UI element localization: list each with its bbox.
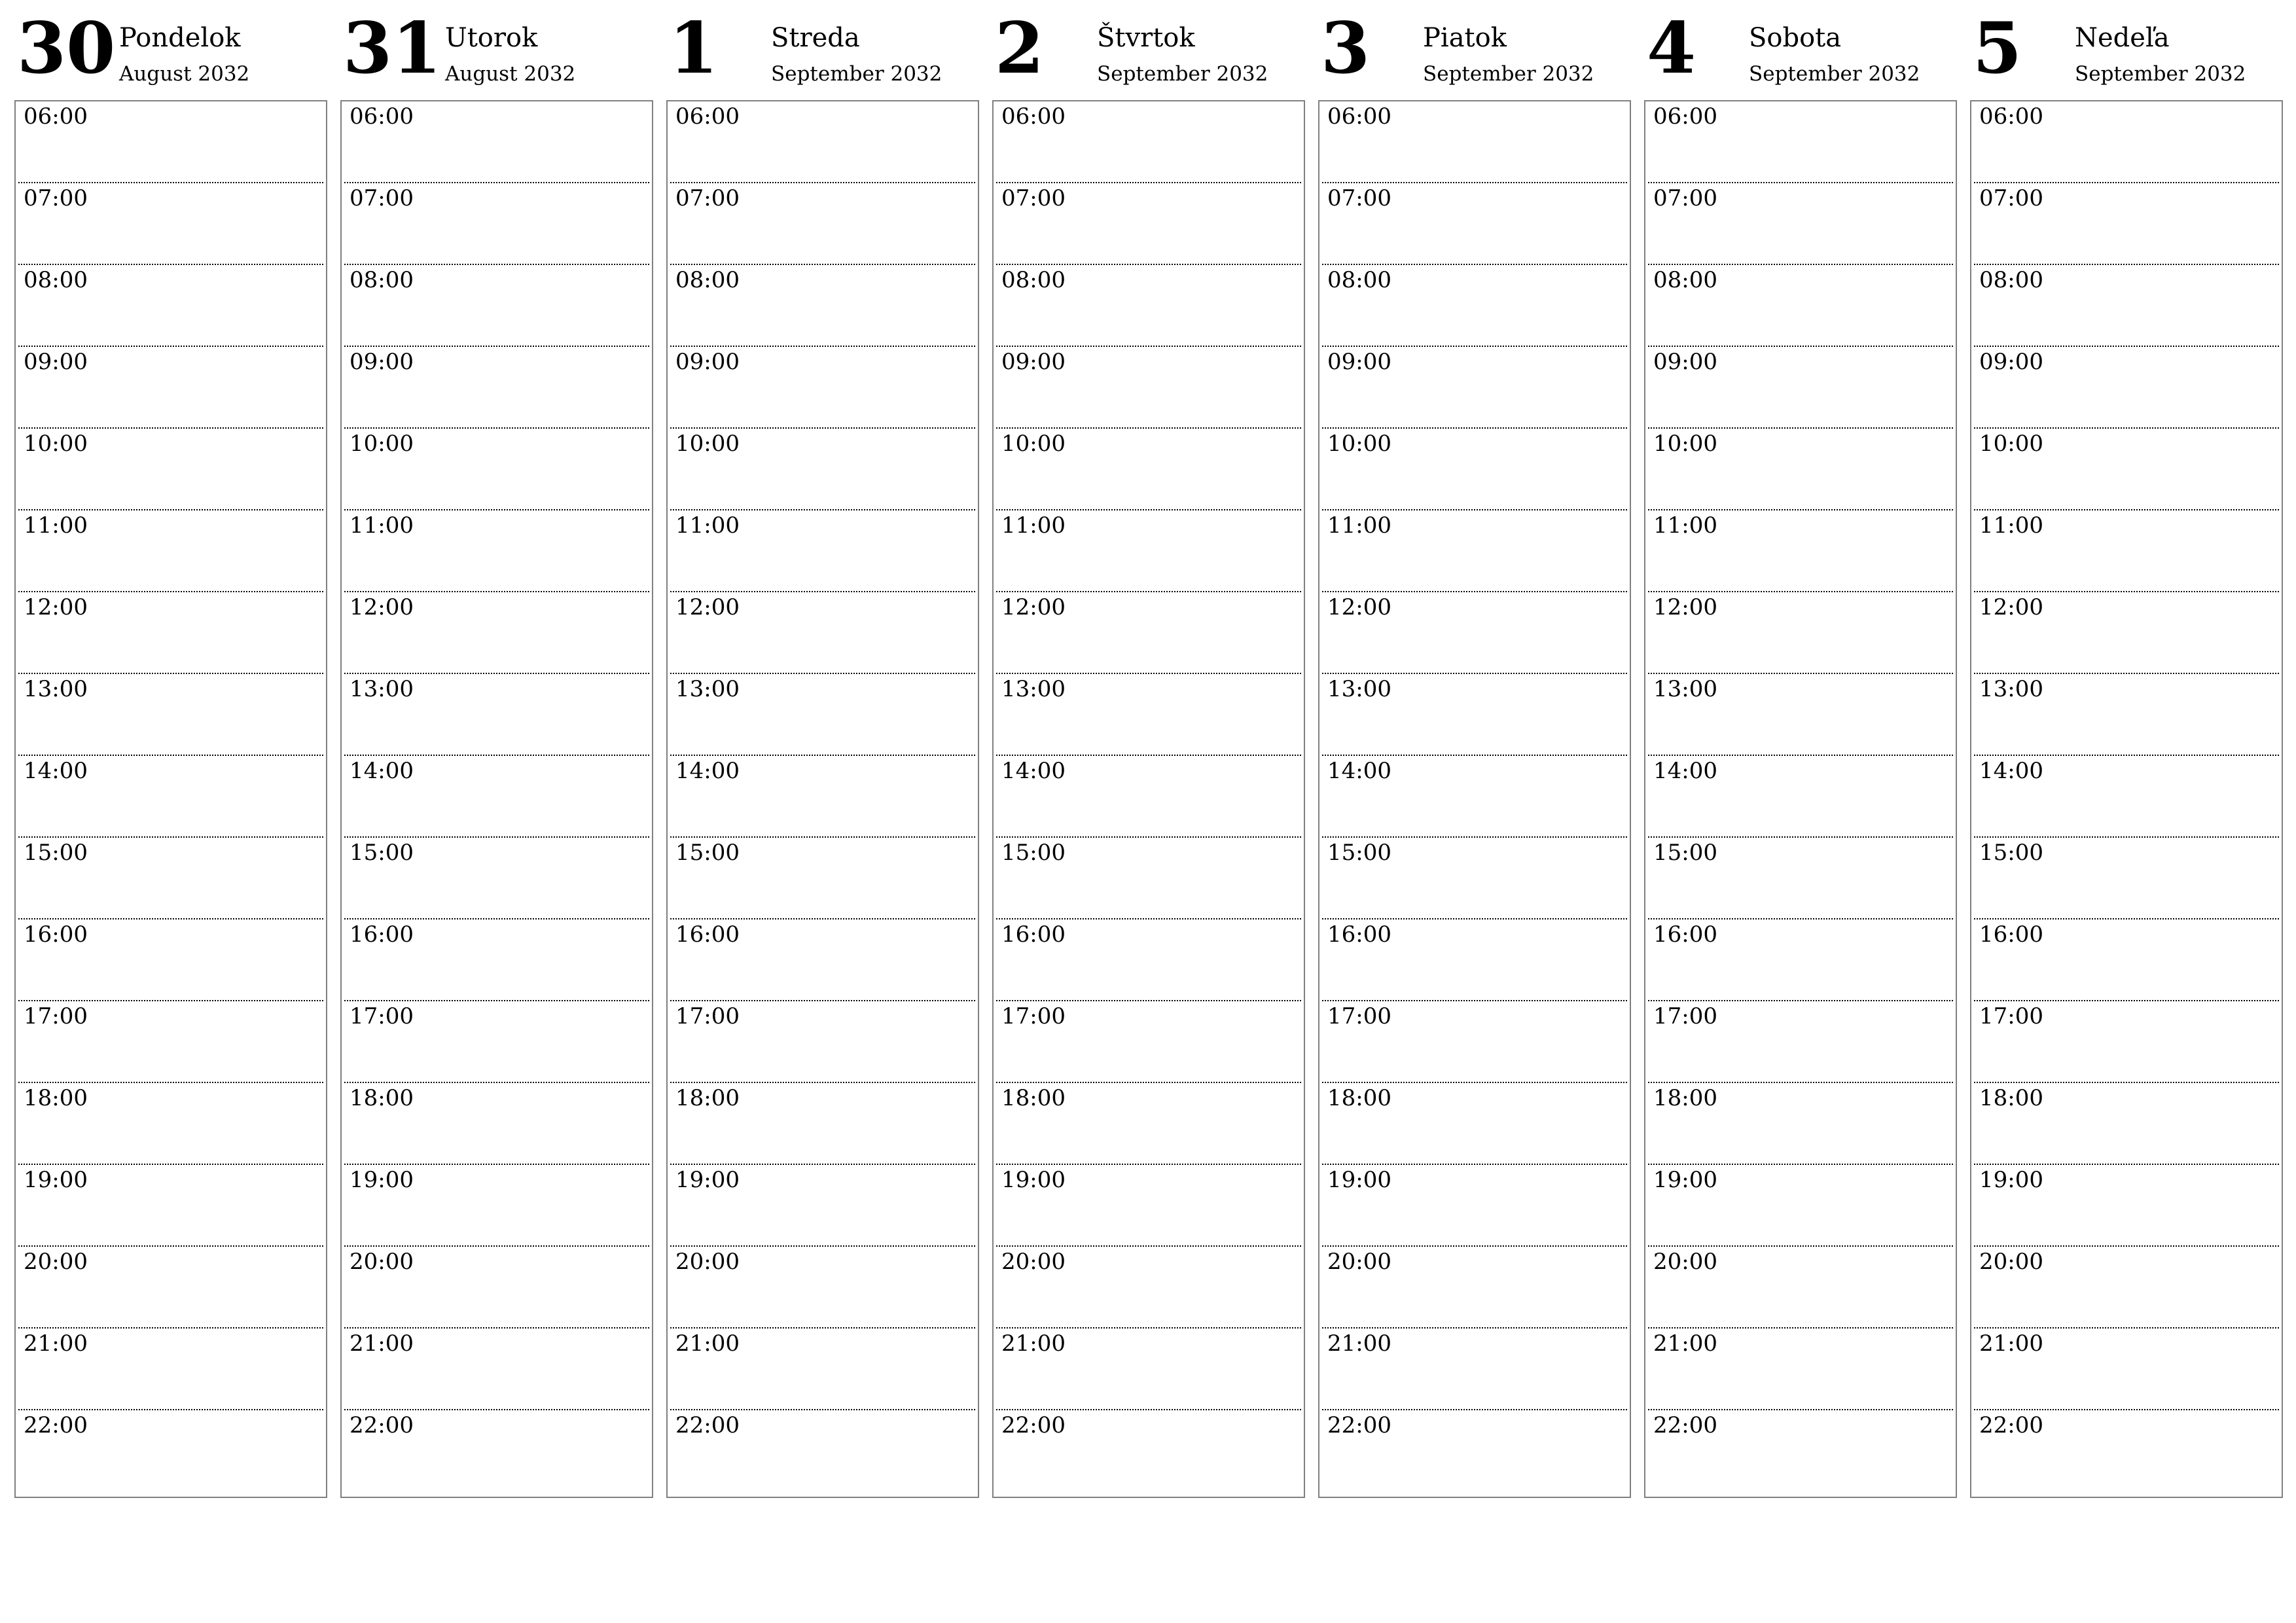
time-slot[interactable] <box>1322 1247 1627 1329</box>
time-slot[interactable] <box>996 674 1301 756</box>
time-label: 15:00 <box>675 840 740 866</box>
time-slot[interactable] <box>18 919 323 1001</box>
time-slot[interactable] <box>1322 265 1627 347</box>
time-slot[interactable] <box>1974 265 2279 347</box>
time-slot[interactable] <box>670 1083 975 1165</box>
time-label: 16:00 <box>24 921 88 948</box>
time-slot[interactable] <box>1974 674 2279 756</box>
time-label: 18:00 <box>675 1085 740 1111</box>
day-header <box>1318 0 1631 100</box>
time-label: 06:00 <box>1001 103 1066 130</box>
time-slot[interactable] <box>1322 101 1627 183</box>
time-slot[interactable] <box>670 510 975 592</box>
time-label: 08:00 <box>1327 267 1391 293</box>
time-label: 12:00 <box>1001 594 1066 620</box>
day-column <box>666 0 979 1438</box>
time-slot[interactable] <box>996 1165 1301 1247</box>
time-slot[interactable] <box>1322 838 1627 919</box>
time-label: 22:00 <box>1327 1412 1391 1438</box>
time-label: 13:00 <box>350 676 414 702</box>
time-slot[interactable] <box>1974 1001 2279 1083</box>
time-label: 07:00 <box>675 185 740 211</box>
time-label: 16:00 <box>350 921 414 948</box>
month-year: September 2032 <box>1097 62 1268 86</box>
time-slot[interactable] <box>1974 1083 2279 1165</box>
time-label: 22:00 <box>1653 1412 1717 1438</box>
day-header <box>1970 0 2283 100</box>
time-label: 12:00 <box>1327 594 1391 620</box>
time-label: 09:00 <box>1979 349 2043 375</box>
time-label: 08:00 <box>24 267 88 293</box>
time-label: 19:00 <box>1979 1167 2043 1193</box>
time-slot[interactable] <box>344 1165 649 1247</box>
time-slot[interactable] <box>670 1165 975 1247</box>
time-slot[interactable] <box>670 674 975 756</box>
weekday-name: Nedeľa <box>2075 23 2170 53</box>
time-slot[interactable] <box>996 183 1301 265</box>
time-label: 14:00 <box>675 758 740 784</box>
time-slot[interactable] <box>1974 592 2279 674</box>
time-slot[interactable] <box>670 347 975 429</box>
time-label: 06:00 <box>1979 103 2043 130</box>
time-label: 09:00 <box>1653 349 1717 375</box>
time-slot[interactable] <box>670 1410 975 1492</box>
day-column <box>1318 0 1631 1438</box>
time-label: 13:00 <box>1327 676 1391 702</box>
time-slot[interactable] <box>1974 347 2279 429</box>
time-slot[interactable] <box>1648 919 1953 1001</box>
month-year: August 2032 <box>445 62 576 86</box>
time-slot[interactable] <box>1974 183 2279 265</box>
time-slot[interactable] <box>670 919 975 1001</box>
time-label: 19:00 <box>350 1167 414 1193</box>
time-slot[interactable] <box>18 265 323 347</box>
day-column <box>992 0 1305 1438</box>
time-label: 11:00 <box>675 512 740 539</box>
time-label: 16:00 <box>1327 921 1391 948</box>
time-slot[interactable] <box>670 183 975 265</box>
time-slot[interactable] <box>344 265 649 347</box>
time-slot[interactable] <box>670 1247 975 1329</box>
time-label: 08:00 <box>1001 267 1066 293</box>
time-slot[interactable] <box>1648 674 1953 756</box>
time-label: 22:00 <box>1979 1412 2043 1438</box>
time-label: 20:00 <box>24 1249 88 1275</box>
time-label: 20:00 <box>1327 1249 1391 1275</box>
day-header <box>14 0 327 100</box>
time-slot[interactable] <box>18 1329 323 1410</box>
weekday-name: Streda <box>771 23 860 53</box>
day-schedule-box <box>14 100 327 1498</box>
time-slot[interactable] <box>1974 510 2279 592</box>
time-label: 18:00 <box>1979 1085 2043 1111</box>
time-label: 20:00 <box>1653 1249 1717 1275</box>
weekday-name: Pondelok <box>119 23 241 53</box>
time-label: 21:00 <box>675 1330 740 1357</box>
time-slot[interactable] <box>18 429 323 510</box>
time-slot[interactable] <box>344 592 649 674</box>
time-slot[interactable] <box>344 1410 649 1492</box>
time-slot[interactable] <box>18 183 323 265</box>
month-year: September 2032 <box>771 62 942 86</box>
time-slot[interactable] <box>18 101 323 183</box>
time-label: 18:00 <box>1327 1085 1391 1111</box>
time-slot[interactable] <box>1974 919 2279 1001</box>
time-label: 09:00 <box>1327 349 1391 375</box>
time-label: 10:00 <box>1653 431 1717 457</box>
time-slot[interactable] <box>1974 756 2279 838</box>
time-slot[interactable] <box>1648 510 1953 592</box>
time-label: 11:00 <box>1001 512 1066 539</box>
time-label: 12:00 <box>1979 594 2043 620</box>
time-slot[interactable] <box>1648 592 1953 674</box>
time-slot[interactable] <box>344 510 649 592</box>
time-slot[interactable] <box>996 1001 1301 1083</box>
time-label: 17:00 <box>1327 1003 1391 1029</box>
time-label: 18:00 <box>1001 1085 1066 1111</box>
month-year: August 2032 <box>119 62 250 86</box>
time-slot[interactable] <box>670 1329 975 1410</box>
time-slot[interactable] <box>18 510 323 592</box>
time-slot[interactable] <box>1974 1410 2279 1492</box>
time-label: 13:00 <box>675 676 740 702</box>
time-slot[interactable] <box>18 1001 323 1083</box>
time-slot[interactable] <box>996 838 1301 919</box>
day-column <box>340 0 653 1438</box>
day-column <box>14 0 327 1438</box>
time-slot[interactable] <box>344 1329 649 1410</box>
time-label: 09:00 <box>350 349 414 375</box>
time-slot[interactable] <box>996 1410 1301 1492</box>
time-label: 17:00 <box>350 1003 414 1029</box>
time-label: 07:00 <box>1979 185 2043 211</box>
day-schedule-box <box>992 100 1305 1498</box>
time-slot[interactable] <box>344 1001 649 1083</box>
time-label: 20:00 <box>350 1249 414 1275</box>
time-label: 10:00 <box>1327 431 1391 457</box>
time-slot[interactable] <box>1974 101 2279 183</box>
day-number: 2 <box>995 7 1045 90</box>
time-label: 21:00 <box>350 1330 414 1357</box>
time-slot[interactable] <box>1322 429 1627 510</box>
time-slot[interactable] <box>18 674 323 756</box>
time-slot[interactable] <box>344 347 649 429</box>
time-label: 09:00 <box>24 349 88 375</box>
time-label: 07:00 <box>1653 185 1717 211</box>
time-slot[interactable] <box>996 265 1301 347</box>
time-slot[interactable] <box>1648 756 1953 838</box>
weekday-name: Utorok <box>445 23 538 53</box>
time-slot[interactable] <box>344 838 649 919</box>
time-slot[interactable] <box>670 101 975 183</box>
time-label: 15:00 <box>350 840 414 866</box>
time-label: 17:00 <box>675 1003 740 1029</box>
day-number: 5 <box>1973 7 2022 90</box>
day-number: 4 <box>1647 7 1696 90</box>
time-label: 12:00 <box>24 594 88 620</box>
day-number: 31 <box>343 7 442 90</box>
day-number: 1 <box>669 7 719 90</box>
time-slot[interactable] <box>344 1083 649 1165</box>
time-label: 21:00 <box>1001 1330 1066 1357</box>
time-slot[interactable] <box>18 1083 323 1165</box>
time-label: 15:00 <box>24 840 88 866</box>
time-label: 12:00 <box>350 594 414 620</box>
time-label: 06:00 <box>675 103 740 130</box>
time-slot[interactable] <box>1648 1410 1953 1492</box>
time-label: 08:00 <box>1979 267 2043 293</box>
time-label: 10:00 <box>1979 431 2043 457</box>
day-schedule-box <box>1644 100 1957 1498</box>
time-label: 07:00 <box>24 185 88 211</box>
time-slot[interactable] <box>1322 1329 1627 1410</box>
day-header <box>340 0 653 100</box>
time-label: 11:00 <box>1653 512 1717 539</box>
time-label: 19:00 <box>24 1167 88 1193</box>
time-label: 17:00 <box>24 1003 88 1029</box>
time-slot[interactable] <box>996 1247 1301 1329</box>
time-slot[interactable] <box>1648 429 1953 510</box>
time-label: 10:00 <box>24 431 88 457</box>
time-label: 07:00 <box>1001 185 1066 211</box>
day-column <box>1644 0 1957 1438</box>
time-slot[interactable] <box>1974 1165 2279 1247</box>
time-slot[interactable] <box>1322 347 1627 429</box>
time-slot[interactable] <box>344 919 649 1001</box>
time-label: 19:00 <box>675 1167 740 1193</box>
time-label: 13:00 <box>1001 676 1066 702</box>
time-label: 13:00 <box>24 676 88 702</box>
time-label: 21:00 <box>1327 1330 1391 1357</box>
month-year: September 2032 <box>2075 62 2246 86</box>
time-label: 22:00 <box>24 1412 88 1438</box>
time-label: 11:00 <box>24 512 88 539</box>
time-label: 18:00 <box>24 1085 88 1111</box>
time-slot[interactable] <box>1974 1247 2279 1329</box>
time-label: 22:00 <box>1001 1412 1066 1438</box>
time-slot[interactable] <box>344 183 649 265</box>
time-slot[interactable] <box>18 592 323 674</box>
time-label: 22:00 <box>350 1412 414 1438</box>
time-slot[interactable] <box>1322 510 1627 592</box>
time-label: 13:00 <box>1653 676 1717 702</box>
time-slot[interactable] <box>344 1247 649 1329</box>
time-slot[interactable] <box>670 429 975 510</box>
time-slot[interactable] <box>18 756 323 838</box>
day-number: 3 <box>1321 7 1371 90</box>
time-label: 18:00 <box>350 1085 414 1111</box>
time-label: 16:00 <box>1653 921 1717 948</box>
time-label: 14:00 <box>1979 758 2043 784</box>
time-slot[interactable] <box>670 1001 975 1083</box>
time-label: 14:00 <box>1327 758 1391 784</box>
time-label: 14:00 <box>1653 758 1717 784</box>
time-label: 19:00 <box>1327 1167 1391 1193</box>
time-label: 19:00 <box>1653 1167 1717 1193</box>
time-label: 06:00 <box>1653 103 1717 130</box>
day-header <box>1644 0 1957 100</box>
time-label: 11:00 <box>1327 512 1391 539</box>
time-slot[interactable] <box>1322 1410 1627 1492</box>
month-year: September 2032 <box>1423 62 1594 86</box>
time-label: 07:00 <box>1327 185 1391 211</box>
time-label: 09:00 <box>1001 349 1066 375</box>
time-label: 21:00 <box>24 1330 88 1357</box>
time-label: 22:00 <box>675 1412 740 1438</box>
time-label: 16:00 <box>1979 921 2043 948</box>
time-slot[interactable] <box>1322 919 1627 1001</box>
time-slot[interactable] <box>1648 101 1953 183</box>
time-slot[interactable] <box>1648 1001 1953 1083</box>
time-slot[interactable] <box>996 919 1301 1001</box>
time-slot[interactable] <box>1648 1247 1953 1329</box>
time-slot[interactable] <box>1322 756 1627 838</box>
time-slot[interactable] <box>344 756 649 838</box>
time-label: 18:00 <box>1653 1085 1717 1111</box>
time-label: 17:00 <box>1001 1003 1066 1029</box>
time-slot[interactable] <box>1648 265 1953 347</box>
day-number: 30 <box>17 7 116 90</box>
time-slot[interactable] <box>18 1165 323 1247</box>
weekday-name: Sobota <box>1749 23 1842 53</box>
time-label: 16:00 <box>675 921 740 948</box>
time-slot[interactable] <box>1322 592 1627 674</box>
time-slot[interactable] <box>1648 838 1953 919</box>
time-slot[interactable] <box>1648 347 1953 429</box>
time-label: 06:00 <box>1327 103 1391 130</box>
time-slot[interactable] <box>344 674 649 756</box>
time-slot[interactable] <box>1322 183 1627 265</box>
time-label: 10:00 <box>675 431 740 457</box>
time-label: 20:00 <box>1979 1249 2043 1275</box>
time-label: 20:00 <box>675 1249 740 1275</box>
time-label: 14:00 <box>24 758 88 784</box>
time-label: 08:00 <box>675 267 740 293</box>
time-label: 12:00 <box>1653 594 1717 620</box>
weekday-name: Štvrtok <box>1097 23 1195 53</box>
time-label: 11:00 <box>350 512 414 539</box>
time-slot[interactable] <box>670 265 975 347</box>
month-year: September 2032 <box>1749 62 1920 86</box>
time-slot[interactable] <box>1648 1165 1953 1247</box>
time-label: 21:00 <box>1979 1330 2043 1357</box>
time-slot[interactable] <box>1974 1329 2279 1410</box>
time-label: 14:00 <box>1001 758 1066 784</box>
day-column <box>1970 0 2283 1438</box>
time-slot[interactable] <box>996 1329 1301 1410</box>
time-slot[interactable] <box>996 347 1301 429</box>
time-slot[interactable] <box>344 101 649 183</box>
time-slot[interactable] <box>1974 429 2279 510</box>
time-label: 15:00 <box>1001 840 1066 866</box>
time-label: 10:00 <box>350 431 414 457</box>
time-slot[interactable] <box>996 592 1301 674</box>
time-slot[interactable] <box>344 429 649 510</box>
time-slot[interactable] <box>996 756 1301 838</box>
time-slot[interactable] <box>1322 1001 1627 1083</box>
time-label: 06:00 <box>350 103 414 130</box>
time-label: 15:00 <box>1653 840 1717 866</box>
time-label: 17:00 <box>1979 1003 2043 1029</box>
time-slot[interactable] <box>1322 1165 1627 1247</box>
time-slot[interactable] <box>1974 838 2279 919</box>
time-slot[interactable] <box>18 347 323 429</box>
time-slot[interactable] <box>1648 183 1953 265</box>
time-label: 07:00 <box>350 185 414 211</box>
time-slot[interactable] <box>670 838 975 919</box>
day-schedule-box <box>666 100 979 1498</box>
time-slot[interactable] <box>1322 674 1627 756</box>
time-label: 12:00 <box>675 594 740 620</box>
time-slot[interactable] <box>18 1410 323 1492</box>
time-label: 17:00 <box>1653 1003 1717 1029</box>
time-label: 13:00 <box>1979 676 2043 702</box>
time-slot[interactable] <box>996 429 1301 510</box>
time-label: 20:00 <box>1001 1249 1066 1275</box>
time-label: 10:00 <box>1001 431 1066 457</box>
time-slot[interactable] <box>670 592 975 674</box>
day-schedule-box <box>1318 100 1631 1498</box>
time-label: 08:00 <box>350 267 414 293</box>
day-schedule-box <box>1970 100 2283 1498</box>
time-slot[interactable] <box>1648 1083 1953 1165</box>
time-label: 15:00 <box>1979 840 2043 866</box>
time-slot[interactable] <box>1322 1083 1627 1165</box>
time-label: 06:00 <box>24 103 88 130</box>
time-slot[interactable] <box>670 756 975 838</box>
time-label: 21:00 <box>1653 1330 1717 1357</box>
time-label: 15:00 <box>1327 840 1391 866</box>
day-schedule-box <box>340 100 653 1498</box>
time-slot[interactable] <box>1648 1329 1953 1410</box>
time-label: 19:00 <box>1001 1167 1066 1193</box>
time-label: 14:00 <box>350 758 414 784</box>
time-slot[interactable] <box>996 510 1301 592</box>
time-label: 09:00 <box>675 349 740 375</box>
day-header <box>992 0 1305 100</box>
day-header <box>666 0 979 100</box>
time-slot[interactable] <box>996 1083 1301 1165</box>
weekday-name: Piatok <box>1423 23 1507 53</box>
time-label: 08:00 <box>1653 267 1717 293</box>
time-label: 16:00 <box>1001 921 1066 948</box>
time-label: 11:00 <box>1979 512 2043 539</box>
time-slot[interactable] <box>18 1247 323 1329</box>
time-slot[interactable] <box>996 101 1301 183</box>
time-slot[interactable] <box>18 838 323 919</box>
